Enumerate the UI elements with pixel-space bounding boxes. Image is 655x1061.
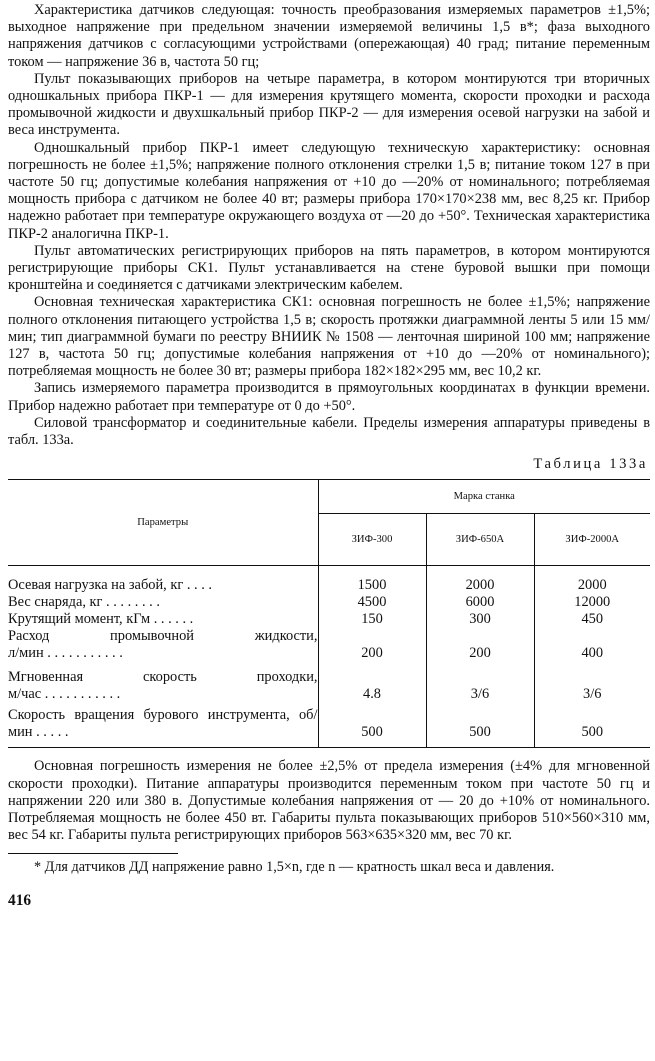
paragraph-sensor-characteristics: Характеристика датчиков следующая: точность преобразования измеряемых параметров ±1,5%; выходное напряжение при предельном значении измеряемой величины 1,5 в*; фаза выходного напряжения датчиков с согласующими устройствами (опережающая) 40 град; питание переменным током — напряжение 36 в, частота 50 гц;	[8, 2, 650, 70]
paragraph-after-table: Основная погрешность измерения не более ±2,5% от предела измерения (±4% для мгновенной скорости проходки). Питание аппаратуры производится переменным током при частоте 50 гц и напряжении 220 или 380 в. Допустимые колебания напряжения от — 20 до +10% от номинального. Потребляемая мощность не более 450 вт. Габариты пульта показывающих приборов 510×560×310 мм, вес 54 кг. Габариты пульта регистрирующих приборов 563×635×320 мм, вес 70 кг.	[8, 758, 650, 844]
row-value: 2000	[534, 566, 650, 594]
row-value: 200	[426, 628, 534, 662]
table-header-col-3: ЗИФ-2000А	[534, 514, 650, 566]
paragraph-recording-method: Запись измеряемого параметра производится в прямоугольных координатах в функции времени. Прибор надежно работает при температуре от 0 до +50°.	[8, 380, 650, 414]
row-value: 3/6	[426, 663, 534, 703]
table-row	[8, 628, 650, 662]
table-row	[8, 611, 650, 628]
row-parameter-line2: м/час . . . . . . . . . . .	[8, 685, 121, 702]
row-value: 12000	[534, 594, 650, 611]
row-parameter: Вес снаряда, кг . . . . . . . .	[8, 593, 160, 610]
row-value: 200	[318, 628, 426, 662]
row-parameter-line2: л/мин . . . . . . . . . . .	[8, 645, 123, 662]
row-value: 1500	[318, 566, 426, 594]
row-value: 450	[534, 611, 650, 628]
measurement-limits-table	[8, 479, 650, 748]
footnote: * Для датчиков ДД напряжение равно 1,5×n, где n — кратность шкал веса и давления.	[34, 859, 555, 876]
paragraph-indicator-panel: Пульт показывающих приборов на четыре параметра, в котором монтируются три вторичных одношкальных прибора ПКР-1 — для измерения крутящего момента, скорости проходки и расхода промывочной жидкости и двухшкальный прибор ПКР-2 — для измерения осевой нагрузки на забой и веса инструмента.	[8, 70, 650, 139]
table-row	[8, 663, 650, 703]
book-page	[8, 2, 650, 910]
row-value: 4500	[318, 594, 426, 611]
row-parameter: Крутящий момент, кГм . . . . . .	[8, 610, 194, 627]
paragraph-pkr1-characteristics: Одношкальный прибор ПКР-1 имеет следующую техническую характеристику: основная погрешность не более ±1,5%; напряжение полного отклонения стрелки 1,5 в; питание током 127 в при частоте 50 гц; допустимые колебания напряжения от +10 до —20% от номинального; потребляемая мощность прибора с датчиком не более 40 вт; размеры прибора 170×170×238 мм, вес 8,25 кг. Прибор надежно работает при температуре окружающего воздуха от —20 до +50°. Техническая характеристика ПКР-2 аналогична ПКР-1.	[8, 139, 650, 242]
table-header-parameters: Параметры	[8, 480, 318, 566]
row-value: 3/6	[534, 663, 650, 703]
table-row	[8, 703, 650, 748]
row-value: 150	[318, 611, 426, 628]
row-value: 500	[426, 703, 534, 748]
row-parameter: Скорость вращения бурового инструмента, об/мин . . . . .	[8, 707, 318, 741]
row-value: 500	[318, 703, 426, 748]
row-value: 2000	[426, 566, 534, 594]
table-row	[8, 594, 650, 611]
row-parameter: Осевая нагрузка на забой, кг . . . .	[8, 576, 213, 593]
footnote-rule	[8, 853, 178, 854]
table-header-col-1: ЗИФ-300	[318, 514, 426, 566]
table-row	[8, 566, 650, 594]
page-number: 416	[8, 892, 32, 910]
paragraph-transformer-cables: Силовой трансформатор и соединительные кабели. Пределы измерения аппаратуры приведены в табл. 133а.	[8, 414, 650, 449]
row-value: 4.8	[318, 663, 426, 703]
row-value: 500	[534, 703, 650, 748]
table-caption: Таблица 133а	[533, 456, 648, 473]
paragraph-sk1-characteristics: Основная техническая характеристика СК1: основная погрешность не более ±1,5%; напряжение полного отклонения питающего устройства 1,5 в; скорость протяжки диаграммной ленты 5 или 15 мм/мин; тип диаграммной бумаги по реестру ВНИИК № 1508 — ленточная шириной 100 мм; напряжение 127 в, частота 50 гц; допустимые колебания напряжения от +10 до —20% от номинального); потребляемая мощность не более 30 вт; размеры прибора 182×182×295 мм, вес 10,2 кг.	[8, 294, 650, 380]
row-parameter-line1: Мгновенная скорость проходки,	[8, 668, 318, 685]
row-value: 400	[534, 628, 650, 662]
table-header-col-2: ЗИФ-650А	[426, 514, 534, 566]
row-value: 300	[426, 611, 534, 628]
row-value: 6000	[426, 594, 534, 611]
row-parameter-line1: Расход промывочной жидкости,	[8, 628, 318, 645]
paragraph-recorder-panel: Пульт автоматических регистрирующих приборов на пять параметров, в котором монтируются регистрирующие приборы СК1. Пульт устанавливается на стене буровой вышки при помощи кронштейна и соединяется с датчиками электрическим кабелем.	[8, 242, 650, 294]
table-header-rig-model: Марка станка	[318, 480, 650, 514]
